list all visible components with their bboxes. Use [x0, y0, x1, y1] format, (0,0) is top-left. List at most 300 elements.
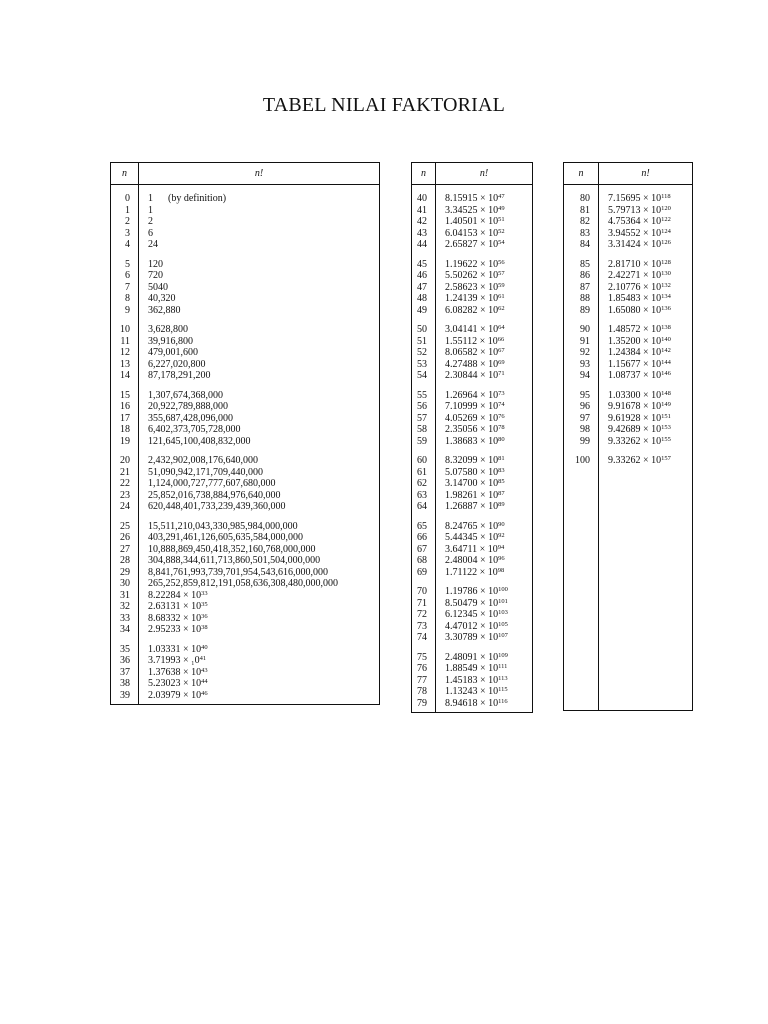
row-factorial — [139, 578, 380, 590]
table-row — [111, 390, 380, 402]
table-row — [564, 359, 693, 371]
exponent: 105 — [498, 620, 508, 628]
row-n: 100 — [575, 455, 590, 466]
exponent: 43 — [201, 666, 208, 674]
row-n: 60 — [417, 455, 427, 466]
row-factorial — [139, 590, 380, 602]
row-factorial — [139, 478, 380, 490]
table-row — [111, 239, 380, 251]
table-row — [564, 424, 693, 436]
row-n: 67 — [417, 543, 427, 555]
row-n: 19 — [120, 435, 130, 447]
exponent: 155 — [661, 435, 671, 443]
table-row — [564, 193, 693, 205]
row-factorial — [599, 270, 693, 282]
row-n: 37 — [120, 666, 130, 678]
factorial-value: 8.15915 × 10 — [445, 193, 499, 204]
row-n: 65 — [417, 520, 427, 532]
row-factorial — [599, 324, 693, 336]
row-n: 39 — [120, 689, 130, 701]
exponent: 56 — [498, 258, 505, 266]
group-gap — [412, 447, 533, 455]
row-n: 5 — [125, 258, 130, 270]
row-factorial — [599, 305, 693, 317]
row-factorial — [436, 424, 533, 436]
row-n: 18 — [120, 424, 130, 435]
factorial-value: 1.45183 × 10 — [445, 674, 499, 686]
factorial-value: 3.94552 × 10 — [608, 227, 662, 239]
factorial-value: 1.55112 × 10 — [445, 335, 498, 347]
exponent: 87 — [498, 489, 505, 497]
table-row — [412, 193, 533, 205]
exponent: 109 — [498, 651, 508, 659]
table-row — [412, 413, 533, 425]
factorial-value: 25,852,016,738,884,976,640,000 — [148, 489, 281, 501]
table-row — [412, 652, 533, 664]
row-factorial — [139, 436, 380, 448]
exponent: 124 — [661, 227, 671, 235]
table-row — [412, 370, 533, 382]
header-nf: n! — [139, 163, 380, 185]
row-n: 46 — [417, 270, 427, 281]
table-row — [111, 655, 380, 667]
factorial-value: 620,448,401,733,239,439,360,000 — [148, 501, 286, 512]
exponent: 149 — [661, 401, 671, 408]
table-row — [412, 632, 533, 644]
table-row — [412, 598, 533, 610]
exponent: 81 — [498, 455, 505, 462]
row-n: 61 — [417, 466, 427, 478]
table-row — [111, 336, 380, 348]
table-row — [111, 501, 380, 513]
factorial-value: 2.48004 × 10 — [445, 555, 499, 566]
row-n: 24 — [120, 501, 130, 512]
exponent: 113 — [498, 674, 508, 682]
row-factorial — [599, 216, 693, 228]
row-factorial — [139, 624, 380, 636]
header-nf: n! — [599, 163, 693, 185]
row-factorial — [599, 228, 693, 240]
table-row — [111, 324, 380, 336]
row-n: 7 — [125, 281, 130, 293]
row-factorial — [436, 501, 533, 513]
row-n: 29 — [120, 566, 130, 578]
factorial-value: 720 — [148, 270, 163, 281]
row-factorial — [436, 598, 533, 610]
factorial-value: 1.13243 × 10 — [445, 686, 499, 697]
factorial-value: 1,307,674,368,000 — [148, 389, 223, 401]
table-row — [412, 359, 533, 371]
row-n: 36 — [120, 655, 130, 666]
row-n: 8 — [125, 293, 130, 304]
row-factorial — [599, 193, 693, 205]
exponent: 101 — [498, 597, 508, 605]
factorial-value: 6.04153 × 10 — [445, 227, 499, 239]
exponent: 120 — [661, 204, 671, 212]
factorial-value: 4.05269 × 10 — [445, 412, 499, 424]
exponent: 85 — [498, 478, 505, 485]
factorial-value: 1.26964 × 10 — [445, 389, 499, 401]
row-n: 71 — [417, 597, 427, 609]
table-row — [412, 698, 533, 710]
factorial-value: 5.50262 × 10 — [445, 270, 499, 281]
table-row — [111, 401, 380, 413]
table-row — [111, 590, 380, 602]
table-row — [564, 347, 693, 359]
row-n: 57 — [417, 412, 427, 424]
group-gap — [412, 251, 533, 259]
exponent: 69 — [498, 358, 505, 366]
table-row — [111, 436, 380, 448]
row-factorial — [139, 424, 380, 436]
row-n: 59 — [417, 435, 427, 447]
group-gap — [111, 185, 380, 194]
factorial-value: 7.10999 × 10 — [445, 401, 499, 412]
table-bottom — [412, 709, 533, 713]
row-factorial — [139, 324, 380, 336]
factorial-value: 2.35056 × 10 — [445, 424, 499, 435]
table-row — [111, 228, 380, 240]
exponent: 47 — [498, 193, 505, 200]
row-n: 32 — [120, 601, 130, 612]
row-n: 88 — [580, 293, 590, 304]
factorial-value: 8.32099 × 10 — [445, 455, 499, 466]
row-factorial — [599, 455, 693, 467]
row-factorial — [436, 401, 533, 413]
factorial-value: 3.31424 × 10 — [608, 239, 662, 250]
factorial-value: 1.37638 × 10 — [148, 666, 202, 678]
factorial-value: 5040 — [148, 281, 168, 293]
factorial-value: 2.65827 × 10 — [445, 239, 499, 250]
row-factorial — [436, 347, 533, 359]
factorial-value: 40,320 — [148, 293, 176, 304]
exponent: 41 — [199, 655, 207, 662]
row-factorial — [436, 359, 533, 371]
row-n: 38 — [120, 678, 130, 689]
table-row — [412, 424, 533, 436]
exponent: 151 — [661, 412, 671, 420]
factorial-value: 2 — [148, 216, 153, 227]
exponent: 130 — [661, 270, 671, 277]
table-row — [412, 586, 533, 598]
table-row — [564, 324, 693, 336]
table-row — [564, 455, 693, 467]
row-n: 93 — [580, 358, 590, 370]
table-row — [111, 193, 380, 205]
table-row — [111, 424, 380, 436]
exponent: 142 — [661, 347, 671, 354]
exponent: 59 — [498, 281, 505, 289]
factorial-value: 8.50479 × 10 — [445, 597, 499, 609]
table-row — [111, 644, 380, 656]
exponent: 118 — [661, 193, 671, 200]
table-row — [111, 467, 380, 479]
factorial-value: 8.22284 × 10 — [148, 589, 202, 601]
factorial-value: 9.61928 × 10 — [608, 412, 662, 424]
exponent: 54 — [498, 239, 505, 246]
row-factorial — [436, 478, 533, 490]
row-n: 89 — [580, 304, 590, 316]
row-n: 16 — [120, 401, 130, 412]
factorial-value: 3.14700 × 10 — [445, 478, 499, 489]
exponent: 92 — [498, 532, 505, 539]
table-row — [412, 555, 533, 567]
row-factorial — [139, 644, 380, 656]
factorial-value: 1.38683 × 10 — [445, 435, 499, 447]
row-n: 10 — [120, 324, 130, 335]
row-factorial — [139, 193, 380, 205]
table-row — [412, 532, 533, 544]
exponent: 44 — [201, 678, 208, 685]
row-factorial — [599, 205, 693, 217]
exponent: 33 — [201, 589, 208, 597]
table-row — [412, 621, 533, 633]
group-gap — [111, 316, 380, 324]
row-n: 25 — [120, 520, 130, 532]
exponent: 76 — [498, 412, 505, 420]
table-row — [564, 436, 693, 448]
row-n: 66 — [417, 532, 427, 543]
factorial-value: 4.47012 × 10 — [445, 620, 499, 632]
group-gap — [111, 251, 380, 259]
row-n: 94 — [580, 370, 590, 381]
row-n: 28 — [120, 555, 130, 566]
factorial-value: 6.08282 × 10 — [445, 304, 499, 316]
row-factorial — [139, 501, 380, 513]
row-factorial — [139, 347, 380, 359]
factorial-value: 10,888,869,450,418,352,160,768,000,000 — [148, 543, 316, 555]
table-row — [412, 401, 533, 413]
row-n: 6 — [125, 270, 130, 281]
row-n: 22 — [120, 478, 130, 489]
row-n: 48 — [417, 293, 427, 304]
factorial-value: 1 — [148, 204, 153, 216]
factorial-table-2 — [411, 162, 533, 713]
row-n: 75 — [417, 651, 427, 663]
table-row — [564, 305, 693, 317]
row-n: 26 — [120, 532, 130, 543]
exponent: 132 — [661, 281, 671, 289]
row-factorial — [599, 239, 693, 251]
factorial-value: 4.27488 × 10 — [445, 358, 499, 370]
factorial-value: 1.40501 × 10 — [445, 216, 499, 227]
exponent: 107 — [498, 632, 508, 639]
row-factorial — [599, 347, 693, 359]
row-factorial — [436, 293, 533, 305]
table-row — [564, 259, 693, 271]
row-n: 35 — [120, 643, 130, 655]
factorial-value: 8,841,761,993,739,701,954,543,616,000,000 — [148, 566, 328, 578]
factorial-value: 479,001,600 — [148, 347, 198, 358]
row-factorial — [599, 390, 693, 402]
exponent: 49 — [498, 204, 505, 212]
table-row — [564, 282, 693, 294]
exponent: 36 — [201, 612, 208, 620]
row-n: 27 — [120, 543, 130, 555]
factorial-value: 2.81710 × 10 — [608, 258, 662, 270]
exponent: 40 — [201, 643, 208, 651]
table-row — [111, 544, 380, 556]
row-n: 49 — [417, 304, 427, 316]
table-row — [564, 401, 693, 413]
row-factorial — [436, 305, 533, 317]
exponent: 51 — [498, 216, 505, 223]
row-factorial — [436, 239, 533, 251]
table-row — [412, 239, 533, 251]
row-n: 13 — [120, 358, 130, 370]
table-row — [111, 270, 380, 282]
row-n: 76 — [417, 663, 427, 674]
row-n: 11 — [120, 335, 130, 347]
row-factorial — [436, 609, 533, 621]
exponent: 83 — [498, 466, 505, 474]
row-factorial — [139, 270, 380, 282]
exponent: 138 — [661, 324, 671, 331]
row-factorial — [436, 390, 533, 402]
row-factorial — [436, 228, 533, 240]
factorial-value: 9.42689 × 10 — [608, 424, 662, 435]
row-n: 40 — [417, 193, 427, 204]
row-factorial — [599, 259, 693, 271]
row-n: 43 — [417, 227, 427, 239]
factorial-table-3 — [563, 162, 693, 711]
row-n: 64 — [417, 501, 427, 512]
row-factorial — [599, 359, 693, 371]
group-gap — [564, 251, 693, 259]
row-factorial — [436, 521, 533, 533]
row-factorial — [436, 324, 533, 336]
factorial-value: 2.48091 × 10 — [445, 651, 499, 663]
factorial-value: 6,227,020,800 — [148, 358, 206, 370]
exponent: 157 — [661, 455, 671, 462]
factorial-value: 1.35200 × 10 — [608, 335, 662, 347]
table-row — [412, 521, 533, 533]
row-n: 54 — [417, 370, 427, 381]
table-row — [412, 467, 533, 479]
table-row — [412, 478, 533, 490]
exponent: 38 — [201, 624, 208, 631]
exponent: 71 — [498, 370, 505, 377]
table-row — [412, 305, 533, 317]
table-row — [412, 686, 533, 698]
table-row — [564, 239, 693, 251]
row-factorial — [139, 390, 380, 402]
factorial-value: 87,178,291,200 — [148, 370, 211, 381]
row-factorial — [139, 555, 380, 567]
row-n: 80 — [580, 193, 590, 204]
row-n: 31 — [120, 589, 130, 601]
row-factorial — [139, 544, 380, 556]
exponent: 73 — [498, 389, 505, 397]
factorial-value: 1.03300 × 10 — [608, 389, 662, 401]
row-factorial — [139, 413, 380, 425]
table-row — [564, 336, 693, 348]
factorial-value: 362,880 — [148, 304, 181, 316]
row-factorial — [599, 370, 693, 382]
row-n: 68 — [417, 555, 427, 566]
factorial-value: 2.95233 × 10 — [148, 624, 202, 635]
factorial-value: 4.75364 × 10 — [608, 216, 662, 227]
table-row — [111, 678, 380, 690]
row-n: 78 — [417, 686, 427, 697]
exponent: 153 — [661, 424, 671, 431]
row-factorial — [139, 216, 380, 228]
table-row — [111, 624, 380, 636]
table-row — [111, 216, 380, 228]
factorial-value: 5.79713 × 10 — [608, 204, 662, 216]
table-row — [111, 413, 380, 425]
row-factorial — [436, 205, 533, 217]
row-n: 74 — [417, 632, 427, 643]
table-row — [412, 336, 533, 348]
exponent: 52 — [498, 227, 505, 235]
group-gap — [412, 644, 533, 652]
exponent: 89 — [498, 501, 505, 508]
row-n: 73 — [417, 620, 427, 632]
row-n: 97 — [580, 412, 590, 424]
row-n: 58 — [417, 424, 427, 435]
exponent: 136 — [661, 304, 671, 312]
factorial-value: 6 — [148, 227, 153, 239]
row-n: 0 — [125, 193, 130, 204]
row-factorial — [139, 490, 380, 502]
factorial-value: 1.26887 × 10 — [445, 501, 499, 512]
row-factorial — [436, 632, 533, 644]
table-bottom — [564, 707, 693, 711]
factorial-value: 9.91678 × 10 — [608, 401, 662, 412]
row-n: 44 — [417, 239, 427, 250]
factorial-value: 1.19786 × 10 — [445, 586, 499, 597]
exponent: 100 — [498, 586, 508, 593]
factorial-value: 1.15677 × 10 — [608, 358, 662, 370]
exponent: 146 — [661, 370, 671, 377]
factorial-value: 9.33262 × 10 — [608, 455, 662, 466]
table-row — [412, 324, 533, 336]
exponent: 144 — [661, 358, 671, 366]
factorial-value: 304,888,344,611,713,860,501,504,000,000 — [148, 555, 321, 566]
row-factorial — [139, 228, 380, 240]
factorial-value: 2,432,902,008,176,640,000 — [148, 455, 258, 466]
group-gap — [412, 578, 533, 586]
row-factorial — [139, 521, 380, 533]
group-gap — [564, 316, 693, 324]
table-row — [111, 347, 380, 359]
exponent: 115 — [498, 686, 508, 693]
table-row — [564, 228, 693, 240]
row-factorial — [139, 370, 380, 382]
factorial-value: 2.58623 × 10 — [445, 281, 499, 293]
table-row — [111, 601, 380, 613]
group-gap — [564, 382, 693, 390]
factorial-value: 1 (by definition) — [148, 193, 227, 204]
group-gap — [111, 636, 380, 644]
row-factorial — [599, 413, 693, 425]
row-n: 50 — [417, 324, 427, 335]
table-row — [111, 567, 380, 579]
row-n: 92 — [580, 347, 590, 358]
table-row — [111, 293, 380, 305]
row-n: 86 — [580, 270, 590, 281]
table-row — [564, 413, 693, 425]
table-row — [412, 675, 533, 687]
row-factorial — [139, 401, 380, 413]
table-row — [412, 347, 533, 359]
factorial-value: 8.94618 × 10 — [445, 697, 499, 709]
row-n: 47 — [417, 281, 427, 293]
row-n: 20 — [120, 455, 130, 466]
table-row — [412, 293, 533, 305]
factorial-value: 1,124,000,727,777,607,680,000 — [148, 478, 276, 489]
